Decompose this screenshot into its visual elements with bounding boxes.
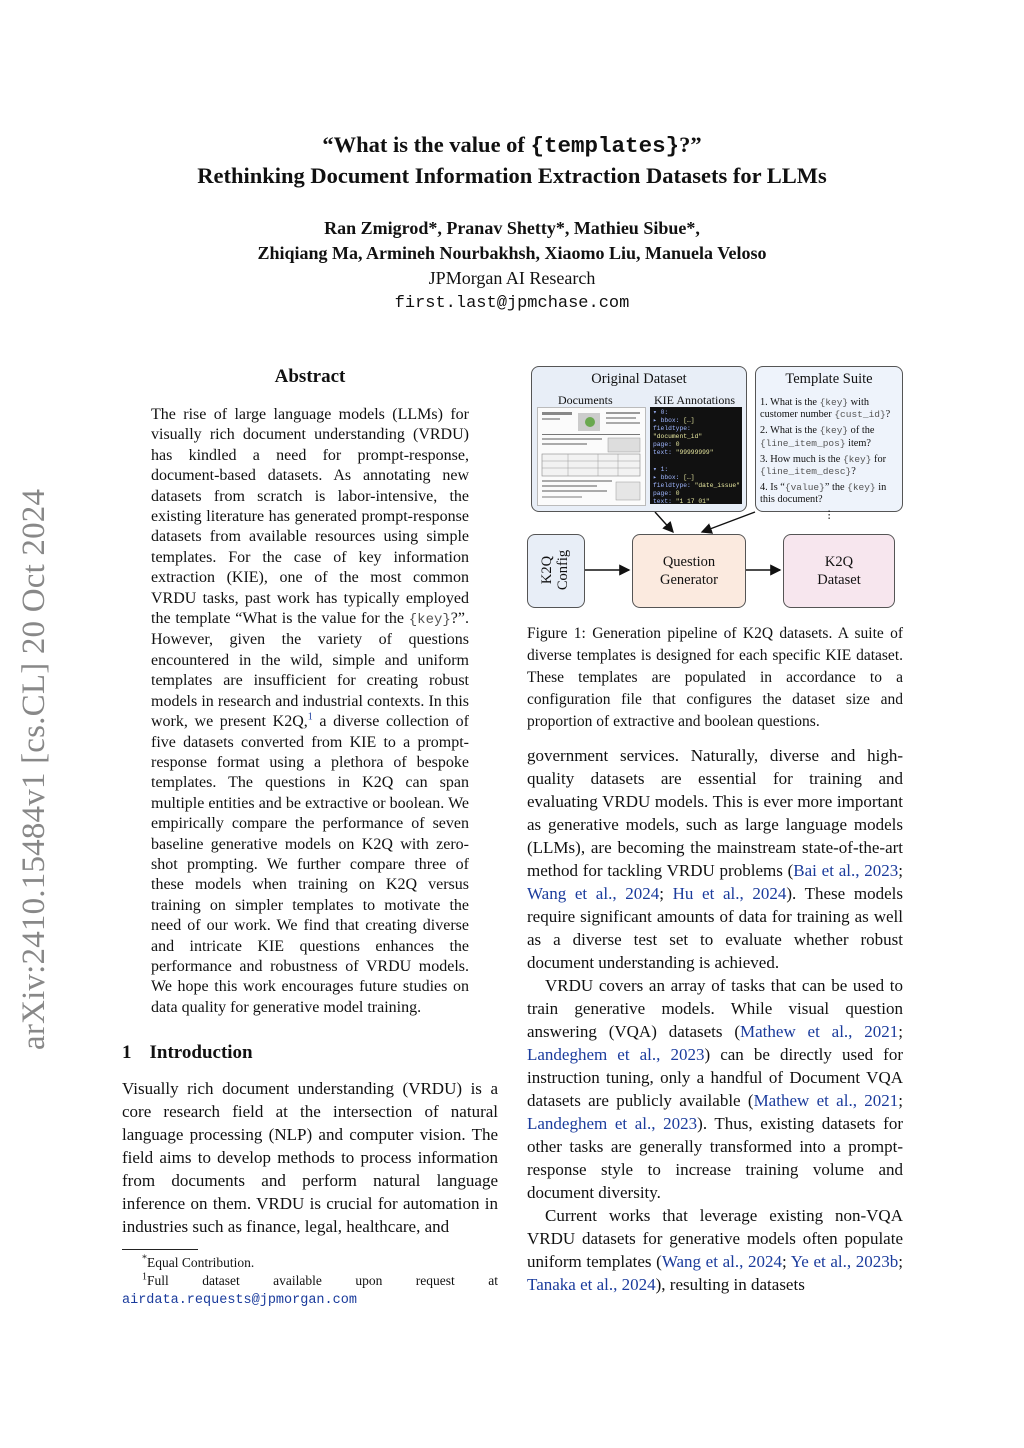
footnote-2-mark: 1: [142, 1271, 147, 1283]
json-line: fieldtype: "document_id": [653, 425, 703, 441]
arrow-suite-to-qgen: [702, 512, 755, 532]
json-line: page: 0: [653, 489, 680, 497]
section-title: Introduction: [149, 1042, 253, 1063]
arrow-orig-to-qgen: [655, 512, 673, 532]
email: first.last@jpmchase.com: [394, 294, 630, 313]
footnote-1-text: Equal Contribution.: [147, 1255, 255, 1270]
qgen-line-2: Generator: [660, 572, 718, 588]
paragraph-1: government services. Naturally, diverse and high-quality datasets are essential for training and evaluating VRDU models. This is ever more important as generative models, such as large language models (LLMs), are becoming the mainstream state-of-the-art method for tackling VRDU problems (Bai et al., 2023; Wang et al., 2024; Hu et al., 2024). These models require significant amounts of data for training as well as a diverse test set to evaluate whether robust document understanding is achieved.: [527, 746, 903, 972]
template-item-4: 4. Is “{value}” the {key} in this document?: [760, 482, 887, 506]
json-line: ▸ bbox: […]: [653, 473, 695, 481]
k2q-dataset-box: [783, 534, 895, 608]
document-thumbnail: [537, 407, 646, 506]
authors-line1: Ran Zmigrod*, Pranav Shetty*, Mathieu Sibue*,: [324, 218, 700, 238]
paragraph-3: Current works that leverage existing non-VQA VRDU datasets for generative models often populate uniform templates (Wang et al., 2024; Ye et al., 2023b; Tanaka et al., 2024), resulting in datasets: [527, 1206, 903, 1294]
template-item-3: 3. How much is the {key} for {line_item_desc}?: [760, 453, 887, 478]
citation-link[interactable]: Tanaka et al., 2024: [527, 1275, 656, 1294]
citation-link[interactable]: Landeghem et al., 2023: [527, 1045, 705, 1064]
kie-annotations-label: KIE Annotations: [654, 393, 735, 407]
citation-link[interactable]: Hu et al., 2024: [672, 884, 787, 903]
footnote-2-email-link[interactable]: airdata.requests@jpmorgan.com: [122, 1293, 357, 1308]
json-line: text: "1 17 01": [653, 498, 710, 506]
intro-text: Visually rich document understanding (VRDU) is a core research field at the intersection of natural language processing (NLP) and computer vision. The field aims to develop methods to process information from documents and perform natural language inference on them. VRDU is crucial for automation in industries such as finance, legal, healthcare, and: [122, 1079, 498, 1236]
json-line: ▾ 0:: [653, 409, 669, 416]
title-line2: Rethinking Document Information Extraction Datasets for LLMs: [197, 163, 827, 188]
affiliation: JPMorgan AI Research: [428, 268, 596, 288]
template-suite-title: Template Suite: [785, 371, 873, 387]
json-line: ▾ 1:: [653, 465, 669, 473]
abstract-part-c: a diverse collection of five datasets converted from KIE to a prompt-response format using a plethora of bespoke templates. The questions in K2Q can span multiple entities and be extractive or boolean. We empirically compare the performance of seven baseline generative models on K2Q with zero-shot prompting. We further compare three of these models when training on K2Q versus training on simpler templates to motivate the need of our work. We find that creating diverse and intricate KIE questions enhances the performance and robustness of VRDU models. We hope this work encourages future studies on data quality for generative model training.: [151, 713, 469, 1016]
kie-json-panel: [650, 407, 742, 504]
k2q-line-1: K2Q: [824, 554, 854, 570]
citation-link[interactable]: Wang et al., 2024: [527, 884, 660, 903]
paragraph-2: VRDU covers an array of tasks that can be used to train generative models. While visual question answering (VQA) datasets (Mathew et al., 2021; Landeghem et al., 2023) can be directly used for instruction tuning, only a handful of Document VQA datasets are publicly available (Mathew et al., 2021; Landeghem et al., 2023). Thus, existing datasets for other tasks are generally transformed into a prompt-response style to increase training volume and document diversity.: [527, 976, 904, 1202]
question-generator-box: [632, 534, 746, 608]
k2q-config-label-wrap: [527, 534, 583, 606]
authors-line2: Zhiqiang Ma, Armineh Nourbakhsh, Xiaomo Liu, Manuela Veloso: [257, 243, 767, 263]
citation-link[interactable]: Mathew et al., 2021: [753, 1091, 899, 1110]
template-item-1: 1. What is the {key} with customer number {cust_id}?: [760, 397, 891, 421]
section-number: 1: [122, 1042, 132, 1063]
abstract-code: {key}: [408, 612, 451, 629]
k2q-line-2: Dataset: [817, 572, 861, 588]
question-generator-label: [633, 553, 745, 589]
abstract-heading: Abstract: [274, 366, 346, 387]
title-code: {templates}: [530, 133, 680, 159]
citation-link[interactable]: Landeghem et al., 2023: [527, 1114, 698, 1133]
json-line: [653, 458, 742, 466]
template-list: [760, 397, 898, 521]
figure-caption: Figure 1: Generation pipeline of K2Q datasets. A suite of diverse templates is designed for each specific KIE dataset. These templates are populated in accordance to a configuration file that configures the dataset size and proportion of extractive and boolean questions.: [527, 625, 903, 730]
footnote-ref-1[interactable]: 1: [307, 711, 313, 723]
json-line: fieldtype: "date_issue": [653, 481, 740, 489]
right-column-text: [527, 744, 903, 1296]
footnote-2-text: Full dataset available upon request at: [147, 1273, 498, 1288]
title-part2: ?”: [679, 132, 702, 157]
arxiv-stamp: arXiv:2410.15484v1 [cs.CL] 20 Oct 2024: [16, 488, 52, 1050]
template-more-ellipsis: ⋮: [823, 509, 835, 521]
abstract-part-a: The rise of large language models (LLMs) for visually rich document understanding (VRDU) has kindled a need for prompt-response, document-based datasets. As annotating new datasets from scratch is labor-intensive, the existing literature has generated prompt-response datasets from available resources using simple templates. For the case of key information extraction (KIE), one of the most common VRDU tasks, past work has typically employed the template “What is the value for the: [151, 406, 469, 628]
json-line: ▸ bbox: […]: [653, 417, 695, 425]
footnote-1-mark: *: [142, 1253, 147, 1265]
documents-label: Documents: [558, 393, 613, 407]
citation-link[interactable]: Ye et al., 2023b: [790, 1252, 899, 1271]
template-item-2: 2. What is the {key} of the {line_item_pos} item?: [760, 425, 875, 449]
qgen-line-1: Question: [662, 554, 716, 570]
title-part1: “What is the value of: [322, 132, 531, 157]
citation-link[interactable]: Wang et al., 2024: [661, 1252, 782, 1271]
citation-link[interactable]: Mathew et al., 2021: [740, 1022, 899, 1041]
k2q-config-label: [539, 550, 571, 590]
k2q-dataset-label: [784, 553, 894, 589]
json-line: page: 0: [653, 441, 680, 449]
abstract-part-b: ?”. However, given the variety of questions encountered in the wild, simple and uniform templates are insufficient for creating robust models in research and industrial contexts. In this work, we present K2Q,: [151, 610, 469, 731]
citation-link[interactable]: Bai et al., 2023: [793, 861, 899, 880]
json-line: text: "99999999": [653, 449, 714, 457]
original-dataset-title: Original Dataset: [591, 371, 687, 387]
config-line-1: K2Q: [539, 555, 555, 585]
config-line-2: Config: [555, 549, 571, 591]
